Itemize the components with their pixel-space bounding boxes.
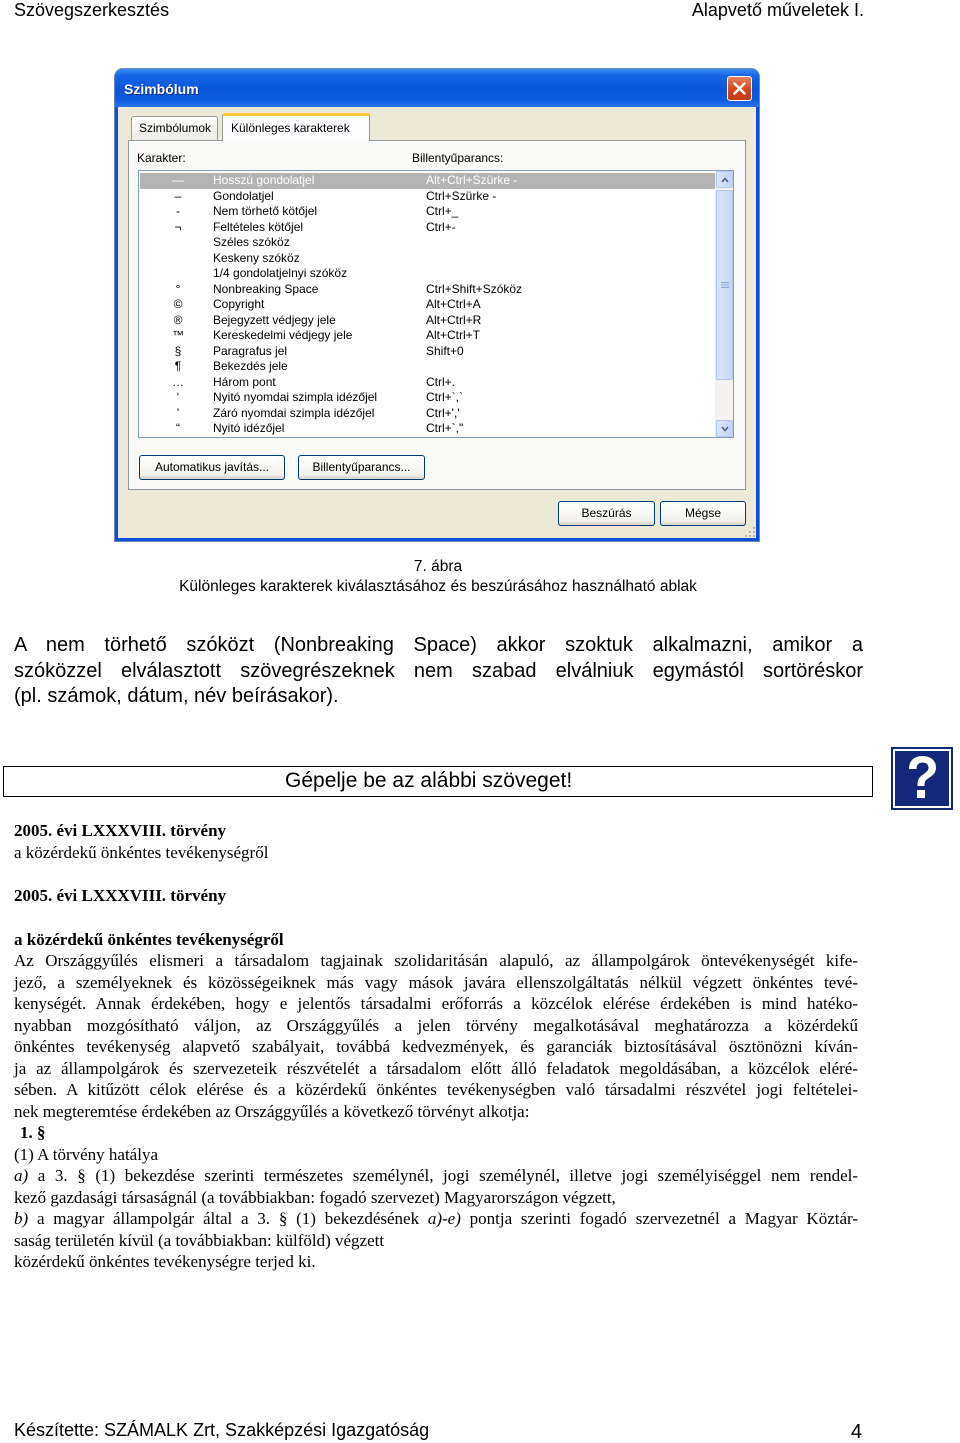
close-button[interactable] (727, 76, 752, 101)
character-shortcut: Ctrl+Shift+Szóköz (426, 281, 523, 296)
character-row[interactable] (140, 406, 715, 422)
preamble-line: jező, a személyeknek és közösségeiknek más vagy mások javára ellenszolgáltatás nélkül végzett önkéntes tevé- (14, 972, 858, 992)
cancel-button[interactable]: Mégse (660, 501, 746, 526)
figure-number: 7. ábra (413, 558, 463, 575)
item-b-text-end: pontja szerinti fogadó szervezetnél a Magyar Köztár- (460, 1209, 858, 1228)
character-symbol: © (173, 297, 183, 311)
character-symbol: ™ (172, 328, 184, 342)
header-section: Alapvető műveletek I. (691, 0, 864, 20)
character-name: Copyright (213, 297, 265, 311)
character-shortcut: Alt+Ctrl+R (426, 312, 482, 327)
intro-line: szóközzel elválasztott szövegrészeknek nem szabad elválniuk egymástól sortöréskor (14, 659, 863, 682)
character-row[interactable] (140, 251, 715, 267)
character-symbol: § (174, 343, 182, 358)
preamble-line: sében. A kitűzött célok elérése és a közérdekű önkéntes tevékenységben való társadalmi részvétel jogi feltételei- (14, 1080, 858, 1099)
character-name: Nyitó idézőjel (213, 421, 285, 435)
grip-lines-icon (721, 281, 729, 289)
tab-special-characters[interactable]: Különleges karakterek (222, 113, 370, 141)
footer-author: Készítette: SZÁMALK Zrt, Szakképzési Igazgatóság (14, 1420, 430, 1440)
character-row[interactable] (140, 266, 715, 282)
resize-grip-icon[interactable] (744, 526, 756, 538)
character-symbol: “ (176, 421, 180, 435)
character-name: Bejegyzett védjegy jele (213, 312, 336, 327)
character-symbol: ¶ (174, 359, 182, 373)
preamble-line: Az Országgyűlés elismeri a társadalom tagjainak szolidaritásán alapuló, az állampolgárok öntevékenységét kife- (14, 951, 858, 970)
paragraph-heading: (1) A törvény hatálya (14, 1144, 158, 1164)
character-symbol: — (172, 173, 184, 187)
character-column-label: Karakter: (137, 151, 186, 165)
character-row[interactable] (140, 390, 715, 406)
character-name: Kereskedelmi védjegy jele (213, 328, 353, 342)
preamble-line: kenységét. Annak érdekében, hogy e jelentős társadalmi erőforrás a közcélok elérése érdekében is mind hatéko- (14, 994, 858, 1013)
character-name: Keskeny szóköz (213, 250, 300, 265)
figure-caption: Különleges karakterek kiválasztásához és beszúrásához használható ablak (179, 578, 697, 595)
character-shortcut: Ctrl+',' (426, 405, 460, 420)
character-name: Nem törhető kötőjel (213, 204, 318, 218)
character-shortcut: Ctrl+_ (426, 204, 459, 218)
dialog-body (118, 107, 756, 538)
chevron-up-icon (721, 177, 729, 183)
task-prompt: Gépelje be az alábbi szöveget! (285, 769, 573, 792)
item-a-line (14, 1165, 858, 1187)
character-symbol: ° (175, 281, 181, 296)
character-list[interactable] (138, 170, 734, 438)
symbol-dialog (115, 69, 759, 541)
character-row[interactable] (140, 282, 715, 298)
character-row[interactable] (140, 220, 715, 236)
character-row[interactable] (140, 421, 715, 437)
character-row[interactable] (140, 297, 715, 313)
section-number: 1. § (20, 1123, 46, 1142)
tab-symbols[interactable]: Szimbólumok (131, 116, 218, 140)
closing-line: közérdekű önkéntes tevékenységre terjed ki. (14, 1252, 316, 1271)
question-icon (891, 747, 953, 810)
law-subtitle-2: a közérdekű önkéntes tevékenységről (14, 929, 284, 949)
character-name: Három pont (213, 374, 276, 389)
character-name: Hosszú gondolatjel (213, 173, 315, 187)
item-a-text: a 3. § (1) bekezdése szerinti természetes személynél, jogi személynél, illetve jogi személyiséggel nem rendel- (28, 1166, 858, 1185)
task-box (3, 766, 873, 797)
character-name: Nonbreaking Space (213, 281, 319, 296)
character-row[interactable] (140, 344, 715, 360)
character-symbol: – (174, 188, 182, 203)
character-shortcut: Alt+Ctrl+A (426, 297, 481, 311)
close-icon (733, 82, 746, 95)
character-shortcut: Shift+0 (426, 343, 464, 358)
header-chapter: Szövegszerkesztés (14, 0, 170, 20)
character-shortcut: Ctrl+`," (426, 421, 464, 435)
scroll-down-button[interactable] (716, 420, 733, 437)
character-shortcut: Alt+Ctrl+T (426, 328, 481, 342)
item-b-label: b) (14, 1209, 29, 1228)
character-name: Bekezdés jele (213, 359, 288, 373)
character-shortcut: Alt+Ctrl+Szürke - (426, 173, 518, 187)
character-row[interactable] (140, 328, 715, 344)
shortcut-column-label: Billentyűparancs: (412, 151, 504, 165)
dialog-titlebar[interactable] (115, 69, 759, 107)
law-title: 2005. évi LXXXVIII. törvény (14, 821, 227, 840)
character-symbol: … (172, 374, 184, 389)
character-shortcut: Ctrl+. (426, 374, 456, 389)
character-row[interactable] (140, 173, 715, 189)
law-body (14, 929, 858, 1273)
character-row[interactable] (140, 313, 715, 329)
shortcut-key-button[interactable]: Billentyűparancs... (298, 455, 425, 480)
character-symbol: - (176, 204, 180, 218)
item-a-label: a) (14, 1166, 29, 1185)
page-number: 4 (850, 1421, 862, 1443)
item-b-reference: a)-e) (427, 1209, 461, 1228)
character-name: Feltételes kötőjel (213, 219, 304, 234)
item-a-line-2: kező gazdasági társaságnál (a továbbiakban: fogadó szervezet) Magyarországon végzett, (14, 1187, 616, 1207)
character-name: Nyitó nyomdai szimpla idézőjel (213, 390, 378, 404)
item-b-line (14, 1208, 858, 1230)
character-row[interactable] (140, 235, 715, 251)
preamble-line: ja az állampolgárok és szervezeteik részvételét a társadalom előtt álló feladatok megoldásában, a közcélok eléré- (14, 1058, 858, 1078)
character-shortcut: Ctrl+- (426, 219, 456, 234)
preamble-line: önkéntes tevékenység alapvető szabályait, továbbá kedvezmények, és garanciák biztosításával ösztönözni kíván- (14, 1037, 858, 1056)
item-b-text: a magyar állampolgár által a 3. § (1) bekezdésének (28, 1209, 428, 1228)
intro-paragraph (14, 633, 863, 710)
character-row[interactable] (140, 189, 715, 205)
character-row[interactable] (140, 359, 715, 375)
character-shortcut: Ctrl+`,` (426, 390, 463, 404)
chevron-down-icon (721, 426, 729, 432)
scroll-thumb[interactable] (716, 190, 733, 380)
character-row[interactable] (140, 375, 715, 391)
character-symbol: ‘ (176, 390, 180, 404)
item-b-line-2: saság területén kívül (a továbbiakban: külföld) végzett (14, 1230, 385, 1250)
preamble-line: nek megteremtése érdekében az Országgyűlés a következő törvényt alkotja: (14, 1101, 530, 1121)
dialog-title: Szimbólum (124, 81, 199, 97)
insert-button[interactable]: Beszúrás (558, 501, 655, 526)
character-name: Széles szóköz (213, 235, 290, 249)
autocorrect-button[interactable]: Automatikus javítás... (139, 455, 285, 480)
character-shortcut: Ctrl+Szürke - (426, 188, 497, 203)
scroll-up-button[interactable] (716, 171, 733, 188)
character-name: Paragrafus jel (213, 343, 288, 358)
character-symbol: ’ (176, 405, 180, 420)
character-symbol: ¬ (174, 219, 182, 234)
list-scrollbar[interactable] (715, 171, 733, 437)
intro-line: (pl. számok, dátum, név beírásakor). (14, 685, 339, 707)
character-symbol: ® (173, 312, 183, 327)
character-name: 1/4 gondolatjelnyi szóköz (213, 266, 348, 280)
character-name: Záró nyomdai szimpla idézőjel (213, 405, 375, 420)
law-title-2: 2005. évi LXXXVIII. törvény (14, 886, 227, 905)
character-name: Gondolatjel (213, 188, 274, 203)
character-row[interactable] (140, 204, 715, 220)
intro-line: A nem törhető szóközt (Nonbreaking Space) akkor szoktuk alkalmazni, amikor a (14, 634, 863, 656)
law-subtitle: a közérdekű önkéntes tevékenységről (14, 842, 269, 862)
preamble-line: nyabban mozgósítható váljon, az Országgyűlés a jelen törvény megalkotásával meghatározza a közérdekű (14, 1015, 858, 1035)
